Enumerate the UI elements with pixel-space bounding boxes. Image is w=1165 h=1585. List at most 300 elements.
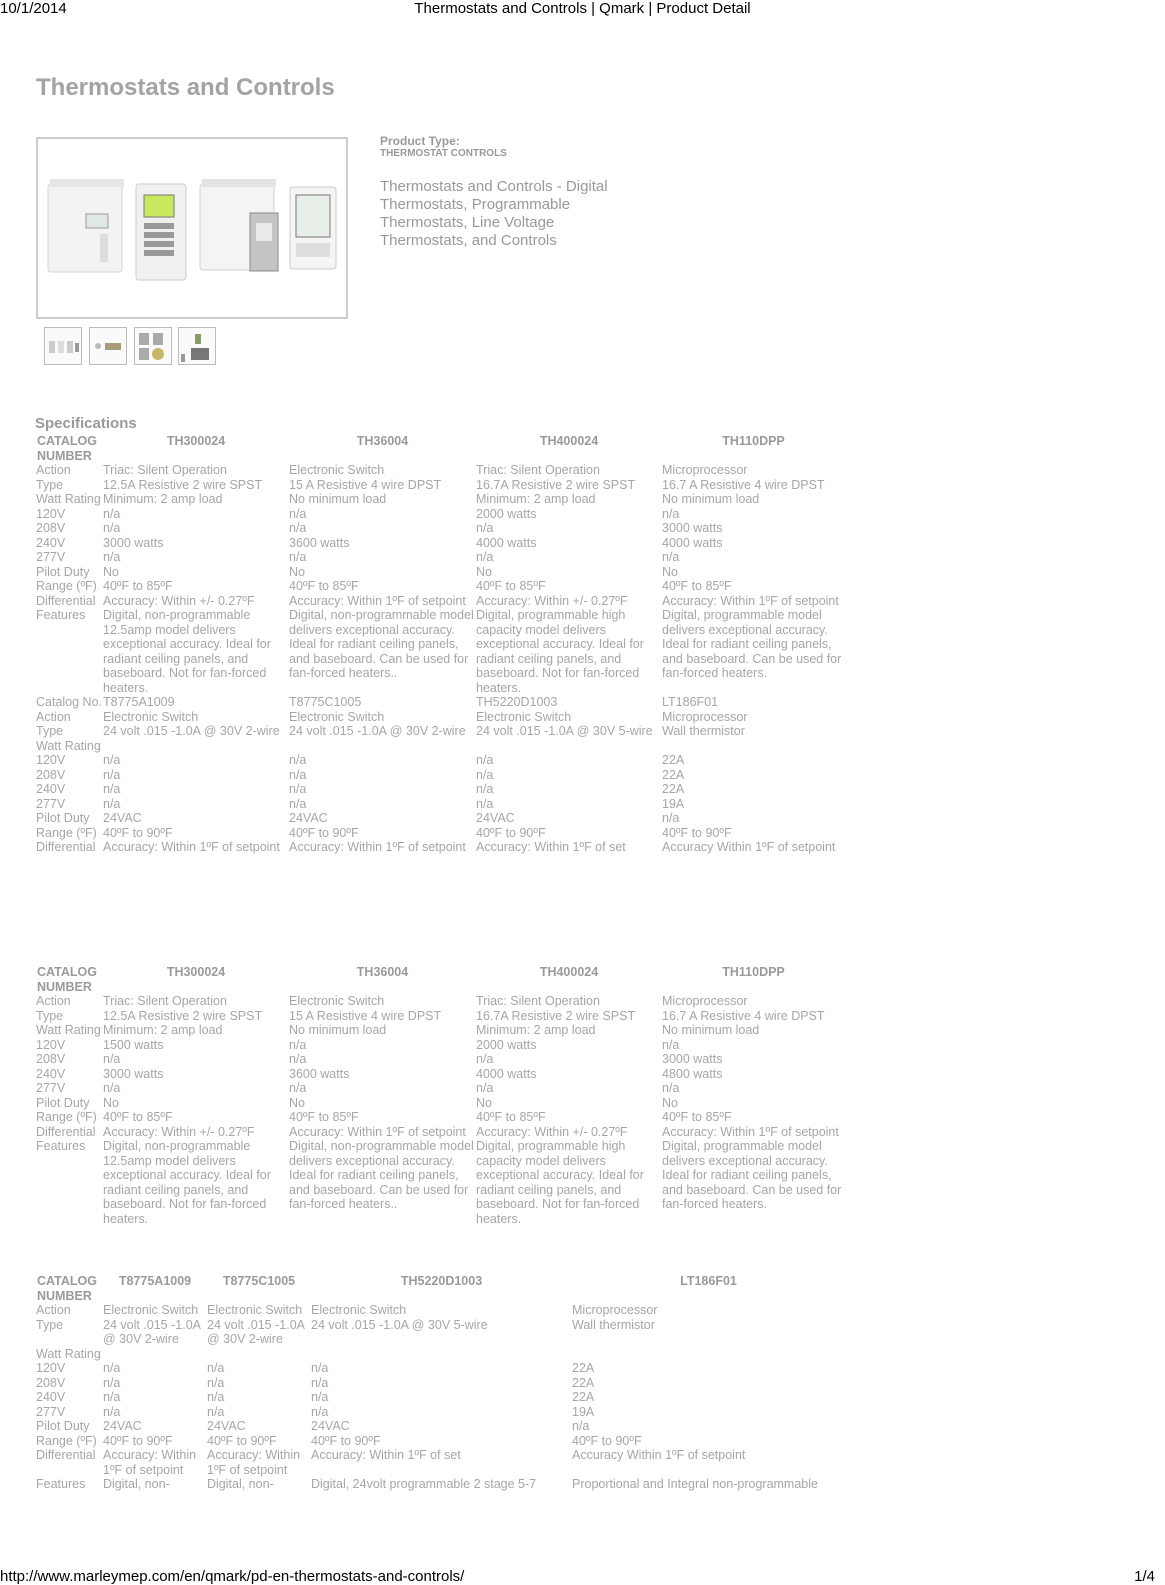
spec-cell: Electronic Switch xyxy=(289,994,385,1008)
spec-cell: n/a xyxy=(476,767,494,782)
thumbnail-sensor-icon xyxy=(90,328,126,364)
spec-cell: Digital, non- xyxy=(103,1477,170,1491)
spec-cell: 24 volt .015 -1.0A @ 30V 5-wire xyxy=(476,724,653,738)
spec-cell: n/a xyxy=(311,1390,329,1404)
spec-row-label: Pilot Duty xyxy=(36,564,90,579)
spec-row-label: 208V xyxy=(36,767,66,782)
spec-cell: n/a xyxy=(289,753,307,767)
spec-cell: Accuracy: Within 1ºF of set xyxy=(311,1448,461,1462)
spec-header-row xyxy=(35,434,845,463)
spec-cell: Accuracy Within 1ºF of setpoint xyxy=(572,1448,746,1462)
spec-cell: Accuracy: Within 1ºF of setpoint xyxy=(103,1448,197,1477)
spec-cell: TH5220D1003 xyxy=(476,695,558,709)
spec-cell: Accuracy: Within +/- 0.27ºF xyxy=(103,593,255,608)
spec-row xyxy=(35,1038,845,1053)
spec-row xyxy=(35,1023,845,1038)
catalog-number-label: CATALOG NUMBER xyxy=(37,965,97,994)
spec-cell: 22A xyxy=(662,753,685,767)
spec-cell: No minimum load xyxy=(289,1023,387,1037)
spec-cell: Accuracy: Within 1ºF of setpoint xyxy=(289,840,466,854)
spec-row-label: Action xyxy=(36,709,71,724)
spec-cell: 12.5A Resistive 2 wire SPST xyxy=(103,477,263,492)
spec-row xyxy=(35,1376,845,1391)
print-url: http://www.marleymep.com/en/qmark/pd-en-thermostats-and-controls/ xyxy=(0,1568,465,1585)
catalog-number: TH36004 xyxy=(356,965,409,979)
spec-cell: 40ºF to 85ºF xyxy=(103,1110,173,1124)
spec-row xyxy=(35,463,845,478)
spec-row xyxy=(35,565,845,580)
spec-cell: Digital, programmable model delivers exceptional accuracy. Ideal for radiant ceiling panels, and baseboard. Can be used for fan-forced heaters. xyxy=(662,608,842,680)
spec-cell: 19A xyxy=(662,796,685,811)
spec-cell xyxy=(207,1347,311,1362)
spec-row-label: Catalog No. xyxy=(36,695,103,709)
spec-row-label: Watt Rating xyxy=(36,1346,101,1361)
spec-cell: 12.5A Resistive 2 wire SPST xyxy=(103,1008,263,1023)
spec-row-label: 277V xyxy=(36,796,66,811)
spec-row-label: 240V xyxy=(36,1390,66,1404)
spec-cell: 40ºF to 90ºF xyxy=(289,825,359,840)
spec-row xyxy=(35,1448,845,1477)
spec-row xyxy=(35,994,845,1009)
spec-row-label: 277V xyxy=(36,1081,66,1095)
spec-cell: n/a xyxy=(572,1419,590,1433)
spec-row-label: Type xyxy=(36,724,64,738)
spec-cell: n/a xyxy=(662,550,680,564)
spec-row xyxy=(35,1139,845,1226)
spec-cell: n/a xyxy=(103,1081,121,1095)
spec-cell: Microprocessor xyxy=(662,709,748,724)
spec-row-label: Features xyxy=(36,1139,86,1153)
spec-cell: 15 A Resistive 4 wire DPST xyxy=(289,1008,442,1023)
spec-table-1 xyxy=(35,434,845,855)
spec-cell: 40ºF to 90ºF xyxy=(572,1433,642,1448)
spec-cell: n/a xyxy=(289,1052,307,1066)
spec-cell: 24VAC xyxy=(103,1419,142,1433)
catalog-number: TH400024 xyxy=(539,434,599,448)
spec-cell: 4000 watts xyxy=(476,535,537,550)
spec-cell: Digital, non-programmable 12.5amp model delivers exceptional accuracy. Ideal for radiant ceiling panels, and baseboard. Not for fan-forced heaters. xyxy=(103,1139,271,1226)
spec-cell: Triac: Silent Operation xyxy=(476,994,600,1008)
thumbnail-3[interactable] xyxy=(134,327,172,365)
spec-cell: n/a xyxy=(207,1375,225,1390)
product-type-label: Product Type: xyxy=(380,134,460,148)
spec-cell: n/a xyxy=(662,506,680,521)
spec-table-2 xyxy=(35,965,845,1226)
spec-row xyxy=(35,782,845,797)
spec-cell: 40ºF to 85ºF xyxy=(662,579,732,593)
spec-row xyxy=(35,1009,845,1024)
spec-cell: 22A xyxy=(662,782,685,796)
spec-cell: Accuracy: Within 1ºF of setpoint xyxy=(662,593,839,608)
spec-cell: 24VAC xyxy=(476,811,515,825)
spec-cell: Electronic Switch xyxy=(103,1303,199,1317)
spec-row xyxy=(35,478,845,493)
spec-row xyxy=(35,710,845,725)
spec-cell: 16.7 A Resistive 4 wire DPST xyxy=(662,477,825,492)
thermostats-illustration xyxy=(38,139,346,317)
spec-cell: Minimum: 2 amp load xyxy=(476,1023,596,1037)
spec-cell: n/a xyxy=(476,1081,494,1095)
spec-cell: Electronic Switch xyxy=(289,463,385,477)
spec-header-row xyxy=(35,1274,845,1303)
page-title: Thermostats and Controls xyxy=(36,74,335,101)
spec-row-label: Differential xyxy=(36,1124,96,1139)
spec-cell: n/a xyxy=(476,753,494,767)
spec-cell: n/a xyxy=(103,1052,121,1066)
spec-cell: 40ºF to 90ºF xyxy=(207,1433,277,1448)
spec-cell: n/a xyxy=(311,1361,329,1375)
spec-cell: n/a xyxy=(289,782,307,796)
spec-row-label: Watt Rating xyxy=(36,738,101,753)
spec-cell: 40ºF to 85ºF xyxy=(289,1110,359,1124)
spec-row xyxy=(35,695,845,710)
spec-row-label: Action xyxy=(36,994,71,1008)
spec-cell: 40ºF to 85ºF xyxy=(476,1110,546,1124)
spec-cell: No xyxy=(476,1095,492,1110)
spec-cell: 3000 watts xyxy=(662,521,723,535)
spec-cell: n/a xyxy=(662,1081,680,1095)
spec-cell: n/a xyxy=(289,521,307,535)
spec-row xyxy=(35,1067,845,1082)
spec-cell: 2000 watts xyxy=(476,506,537,521)
specifications-heading: Specifications xyxy=(35,415,137,432)
spec-cell: 40ºF to 90ºF xyxy=(476,825,546,840)
spec-header-row xyxy=(35,965,845,994)
spec-row-label: Type xyxy=(36,1008,64,1023)
spec-row-label: Pilot Duty xyxy=(36,811,90,825)
spec-row-label: Differential xyxy=(36,840,96,854)
spec-cell: 24 volt .015 -1.0A @ 30V 2-wire xyxy=(289,724,466,738)
spec-cell: 4000 watts xyxy=(476,1066,537,1081)
spec-row xyxy=(35,797,845,812)
spec-cell: Accuracy: Within 1ºF of setpoint xyxy=(662,1124,839,1139)
spec-row-label: Pilot Duty xyxy=(36,1095,90,1110)
thumbnail-4[interactable] xyxy=(178,327,216,365)
spec-cell: 22A xyxy=(572,1361,595,1375)
catalog-number: T8775C1005 xyxy=(222,1274,296,1288)
spec-cell xyxy=(311,1347,572,1362)
spec-cell: n/a xyxy=(103,753,121,767)
spec-cell: T8775C1005 xyxy=(289,695,362,709)
spec-cell: 22A xyxy=(572,1375,595,1390)
spec-cell xyxy=(103,1347,207,1362)
spec-cell: 16.7A Resistive 2 wire SPST xyxy=(476,1008,636,1023)
spec-cell: n/a xyxy=(103,1404,121,1419)
spec-row xyxy=(35,1096,845,1111)
spec-row-label: Range (ºF) xyxy=(36,1110,97,1124)
spec-row xyxy=(35,753,845,768)
catalog-number: TH300024 xyxy=(166,434,226,448)
spec-cell: n/a xyxy=(289,506,307,521)
print-date: 10/1/2014 xyxy=(0,0,67,17)
spec-row-label: Range (ºF) xyxy=(36,579,97,593)
spec-cell: n/a xyxy=(103,1375,121,1390)
spec-row xyxy=(35,811,845,826)
spec-cell: n/a xyxy=(103,550,121,564)
spec-cell: n/a xyxy=(103,1390,121,1404)
spec-cell: 4800 watts xyxy=(662,1066,723,1081)
spec-row xyxy=(35,1125,845,1140)
spec-row-label: Watt Rating xyxy=(36,492,101,506)
spec-cell: 24 volt .015 -1.0A @ 30V 2-wire xyxy=(207,1317,305,1346)
spec-cell: 3000 watts xyxy=(662,1052,723,1066)
spec-cell: 24 volt .015 -1.0A @ 30V 2-wire xyxy=(103,1317,201,1346)
spec-row-label: Differential xyxy=(36,1448,96,1462)
spec-row-label: 120V xyxy=(36,753,66,767)
spec-cell: n/a xyxy=(289,1037,307,1052)
catalog-number: TH5220D1003 xyxy=(400,1274,483,1288)
spec-cell: 40ºF to 85ºF xyxy=(103,579,173,593)
spec-cell: 1500 watts xyxy=(103,1037,164,1052)
spec-cell: Minimum: 2 amp load xyxy=(103,492,223,506)
spec-cell: Accuracy: Within +/- 0.27ºF xyxy=(103,1124,255,1139)
spec-cell: 24VAC xyxy=(311,1419,350,1433)
spec-row-label: Type xyxy=(36,1317,64,1332)
spec-row xyxy=(35,579,845,594)
spec-cell: n/a xyxy=(103,506,121,521)
spec-cell: Microprocessor xyxy=(572,1303,658,1317)
spec-row xyxy=(35,1390,845,1405)
spec-cell: n/a xyxy=(103,1361,121,1375)
spec-cell: 40ºF to 90ºF xyxy=(103,825,173,840)
spec-row xyxy=(35,1303,845,1318)
spec-cell: n/a xyxy=(311,1375,329,1390)
spec-row xyxy=(35,1347,845,1362)
spec-cell: 3600 watts xyxy=(289,1066,350,1081)
spec-cell: n/a xyxy=(207,1404,225,1419)
spec-row xyxy=(35,536,845,551)
spec-cell: n/a xyxy=(289,796,307,811)
spec-row xyxy=(35,826,845,841)
spec-row xyxy=(35,768,845,783)
spec-cell: No minimum load xyxy=(662,1023,760,1037)
spec-cell: No xyxy=(103,1095,119,1110)
catalog-number: LT186F01 xyxy=(680,1274,737,1288)
catalog-number-label: CATALOG NUMBER xyxy=(37,1274,97,1303)
spec-row-label: Action xyxy=(36,463,71,477)
catalog-number: TH36004 xyxy=(356,434,409,448)
spec-cell: No xyxy=(476,564,492,579)
spec-cell: n/a xyxy=(289,550,307,564)
spec-cell: 3000 watts xyxy=(103,1066,164,1081)
spec-row xyxy=(35,492,845,507)
thumbnail-1[interactable] xyxy=(44,327,82,365)
spec-row-label: Watt Rating xyxy=(36,1023,101,1037)
spec-cell: n/a xyxy=(662,811,680,825)
spec-cell: 19A xyxy=(572,1404,595,1419)
spec-cell: 4000 watts xyxy=(662,535,723,550)
spec-cell: Accuracy: Within 1ºF of setpoint xyxy=(207,1448,301,1477)
spec-cell: 40ºF to 90ºF xyxy=(311,1433,381,1448)
spec-cell: n/a xyxy=(476,550,494,564)
spec-cell xyxy=(476,739,662,754)
spec-cell: No xyxy=(289,564,305,579)
spec-cell: No xyxy=(103,564,119,579)
spec-row xyxy=(35,1110,845,1125)
spec-cell: n/a xyxy=(103,521,121,535)
spec-cell: T8775A1009 xyxy=(103,695,175,709)
spec-cell: Triac: Silent Operation xyxy=(103,463,227,477)
spec-cell: 40ºF to 85ºF xyxy=(476,579,546,593)
spec-cell: Digital, programmable model delivers exceptional accuracy. Ideal for radiant ceiling panels, and baseboard. Can be used for fan-forced heaters. xyxy=(662,1139,842,1211)
spec-row xyxy=(35,1434,845,1449)
spec-cell: Digital, 24volt programmable 2 stage 5-7 xyxy=(311,1477,537,1491)
spec-cell: LT186F01 xyxy=(662,695,719,709)
spec-row-label: 240V xyxy=(36,782,66,796)
spec-cell: 16.7A Resistive 2 wire SPST xyxy=(476,477,636,492)
spec-cell: No xyxy=(289,1095,305,1110)
spec-cell: Electronic Switch xyxy=(207,1303,303,1317)
product-description: Thermostats and Controls - Digital Thermostats, Programmable Thermostats, Line Voltage Thermostats, and Controls xyxy=(380,178,608,249)
spec-cell: 3600 watts xyxy=(289,535,350,550)
spec-cell: 2000 watts xyxy=(476,1037,537,1052)
spec-row-label: 240V xyxy=(36,1066,66,1081)
catalog-number-label: CATALOG NUMBER xyxy=(37,434,97,463)
spec-cell: n/a xyxy=(103,782,121,796)
spec-cell: 22A xyxy=(662,767,685,782)
spec-cell: n/a xyxy=(289,767,307,782)
spec-row xyxy=(35,594,845,609)
spec-row-label: 277V xyxy=(36,550,66,564)
spec-row xyxy=(35,739,845,754)
spec-cell: Accuracy: Within 1ºF of set xyxy=(476,840,626,854)
spec-cell: Electronic Switch xyxy=(103,709,199,724)
spec-cell: No minimum load xyxy=(289,492,387,506)
spec-cell: Accuracy: Within 1ºF of setpoint xyxy=(289,593,466,608)
spec-row xyxy=(35,1081,845,1096)
spec-cell: Microprocessor xyxy=(662,994,748,1008)
catalog-number: TH300024 xyxy=(166,965,226,979)
print-header xyxy=(0,0,1165,20)
spec-row xyxy=(35,550,845,565)
spec-cell: Accuracy: Within 1ºF of setpoint xyxy=(289,1124,466,1139)
thumbnail-thermostats-icon xyxy=(45,328,81,364)
product-main-image[interactable] xyxy=(36,137,348,319)
spec-cell: Wall thermistor xyxy=(572,1317,655,1332)
spec-cell: Minimum: 2 amp load xyxy=(103,1023,223,1037)
spec-row xyxy=(35,521,845,536)
spec-cell: Triac: Silent Operation xyxy=(476,463,600,477)
spec-cell: n/a xyxy=(476,1052,494,1066)
spec-cell: n/a xyxy=(103,767,121,782)
spec-row xyxy=(35,1405,845,1420)
spec-row xyxy=(35,1361,845,1376)
spec-cell: Minimum: 2 amp load xyxy=(476,492,596,506)
spec-cell: 16.7 A Resistive 4 wire DPST xyxy=(662,1008,825,1023)
spec-cell: Microprocessor xyxy=(662,463,748,477)
spec-row xyxy=(35,1052,845,1067)
spec-cell: Digital, non-programmable 12.5amp model delivers exceptional accuracy. Ideal for radiant ceiling panels, and baseboard. Not for fan-forced heaters. xyxy=(103,608,271,695)
spec-row-label: 120V xyxy=(36,1361,66,1375)
spec-cell xyxy=(662,739,845,754)
spec-cell: 40ºF to 85ºF xyxy=(289,579,359,593)
spec-row-label: Range (ºF) xyxy=(36,1433,97,1448)
spec-row-label: Features xyxy=(36,1477,86,1491)
spec-row xyxy=(35,724,845,739)
spec-cell: Accuracy: Within 1ºF of setpoint xyxy=(103,840,280,854)
spec-row-label: Type xyxy=(36,477,64,492)
spec-table-3 xyxy=(35,1274,845,1492)
spec-cell: n/a xyxy=(476,521,494,535)
catalog-number: TH400024 xyxy=(539,965,599,979)
spec-cell: Electronic Switch xyxy=(476,709,572,724)
spec-cell: Proportional and Integral non-programmable xyxy=(572,1477,818,1491)
catalog-number: T8775A1009 xyxy=(118,1274,192,1288)
spec-row-label: Pilot Duty xyxy=(36,1419,90,1433)
spec-cell: 3000 watts xyxy=(103,535,164,550)
spec-cell xyxy=(103,739,289,754)
catalog-number: TH110DPP xyxy=(722,434,785,448)
spec-cell: n/a xyxy=(103,796,121,811)
spec-row-label: 277V xyxy=(36,1404,66,1419)
spec-cell: 24VAC xyxy=(289,811,328,825)
spec-cell: 40ºF to 90ºF xyxy=(662,825,732,840)
spec-row xyxy=(35,1477,845,1492)
spec-cell: Digital, non-programmable model delivers exceptional accuracy. Ideal for radiant ceiling panels, and baseboard. Can be used for fan-forced heaters.. xyxy=(289,608,474,680)
print-page-number: 1/4 xyxy=(1134,1568,1155,1585)
spec-cell: n/a xyxy=(207,1361,225,1375)
spec-cell: Digital, non- xyxy=(207,1477,274,1491)
spec-cell: Accuracy: Within +/- 0.27ºF xyxy=(476,593,628,608)
spec-cell: Accuracy: Within +/- 0.27ºF xyxy=(476,1124,628,1139)
spec-cell: No xyxy=(662,1095,678,1110)
spec-row xyxy=(35,840,845,855)
spec-row-label: Differential xyxy=(36,593,96,608)
spec-row xyxy=(35,608,845,695)
spec-row-label: 208V xyxy=(36,1052,66,1066)
spec-cell: Digital, programmable high capacity model delivers exceptional accuracy. Ideal for radiant ceiling panels, and baseboard. Not for fan-forced heaters. xyxy=(476,608,644,695)
spec-row-label: 240V xyxy=(36,535,66,550)
spec-cell xyxy=(289,739,476,754)
spec-cell: Accuracy Within 1ºF of setpoint xyxy=(662,840,836,854)
spec-row-label: 120V xyxy=(36,1037,66,1052)
spec-cell: n/a xyxy=(207,1390,225,1404)
spec-row xyxy=(35,1419,845,1434)
spec-cell: 40ºF to 90ºF xyxy=(103,1433,173,1448)
spec-cell: n/a xyxy=(476,796,494,811)
spec-cell: Wall thermistor xyxy=(662,724,745,738)
spec-cell: No minimum load xyxy=(662,492,760,506)
spec-row-label: Range (ºF) xyxy=(36,825,97,840)
spec-row xyxy=(35,1318,845,1347)
spec-cell: 24VAC xyxy=(207,1419,246,1433)
spec-cell: 15 A Resistive 4 wire DPST xyxy=(289,477,442,492)
spec-row-label: 120V xyxy=(36,506,66,521)
print-page-title: Thermostats and Controls | Qmark | Product Detail xyxy=(414,0,751,17)
spec-cell: 24VAC xyxy=(103,811,142,825)
spec-cell: 24 volt .015 -1.0A @ 30V 2-wire xyxy=(103,724,280,738)
spec-row-label: 208V xyxy=(36,521,66,535)
spec-row-label: Features xyxy=(36,608,86,622)
spec-cell: n/a xyxy=(662,1037,680,1052)
catalog-number: TH110DPP xyxy=(722,965,785,979)
spec-cell: No xyxy=(662,564,678,579)
spec-cell: Triac: Silent Operation xyxy=(103,994,227,1008)
spec-cell: Electronic Switch xyxy=(289,709,385,724)
spec-cell: 24 volt .015 -1.0A @ 30V 5-wire xyxy=(311,1317,488,1332)
spec-cell: n/a xyxy=(476,782,494,796)
spec-cell xyxy=(572,1347,845,1362)
spec-cell: Electronic Switch xyxy=(311,1303,407,1317)
spec-row-label: Action xyxy=(36,1303,71,1317)
spec-row-label: 208V xyxy=(36,1375,66,1390)
thumbnail-2[interactable] xyxy=(89,327,127,365)
thumbnail-controls-icon xyxy=(135,328,171,364)
product-type-value: THERMOSTAT CONTROLS xyxy=(380,148,507,159)
thumbnail-relay-icon xyxy=(179,328,215,364)
spec-cell: 22A xyxy=(572,1390,595,1404)
spec-cell: n/a xyxy=(289,1081,307,1095)
